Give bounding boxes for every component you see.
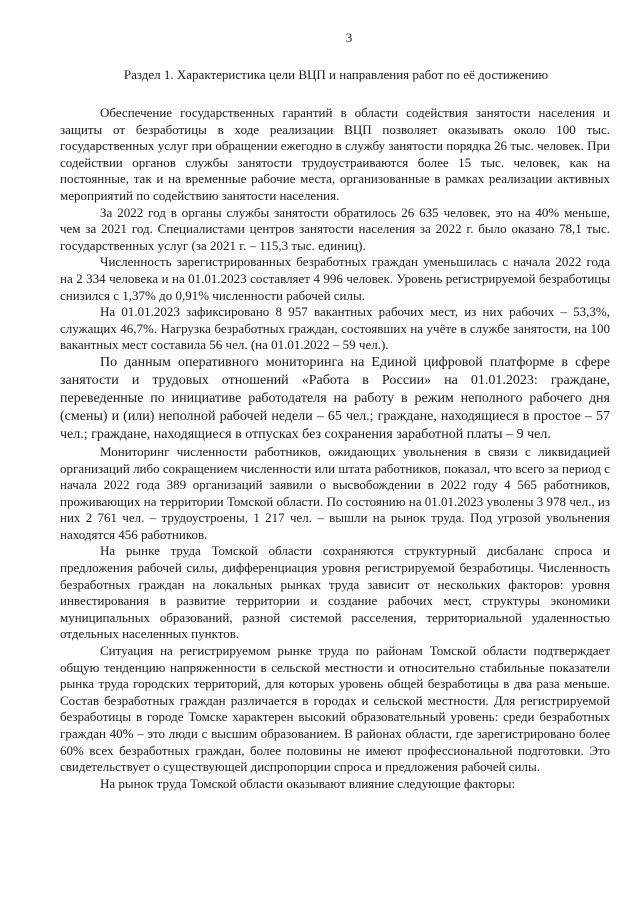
paragraph: По данным оперативного мониторинга на Единой цифровой платформе в сфере занятости и трудовых отношений «Работа в России» на 01.01.2023: граждане, переведенные по инициативе работодателя на работу в режим неполного рабочего дня (смены) и (или) неполной рабочей недели – 65 чел.; граждане, находящиеся в простое – 57 чел.; граждане, находящиеся в отпусках без сохранения заработной платы – 9 чел. <box>60 354 610 442</box>
page-number: 3 <box>345 30 353 45</box>
document-body <box>60 105 610 792</box>
paragraph: На рынок труда Томской области оказывают влияние следующие факторы: <box>100 775 516 791</box>
paragraph: На 01.01.2023 зафиксировано 8 957 вакантных рабочих мест, из них рабочих – 53,3%, служащих 46,7%. Нагрузка безработных граждан, состоявших на учёте в службе занятости, на 100 вакантных мест составила 56 чел. (на 01.01.2022 – 59 чел.). <box>60 304 610 353</box>
paragraph: Численность зарегистрированных безработных граждан уменьшилась с начала 2022 года на 2 334 человека и на 01.01.2023 составляет 4 996 человек. Уровень регистрируемой безработицы снизился с 1,37% до 0,91% численности рабочей силы. <box>60 254 610 303</box>
paragraph: За 2022 год в органы службы занятости обратилось 26 635 человек, это на 40% меньше, чем за 2021 год. Специалистами центров занятости населения за 2022 г. было оказано 78,1 тыс. государственных услуг (за 2021 г. – 115,3 тыс. единиц). <box>60 204 610 253</box>
paragraph: Ситуация на регистрируемом рынке труда по районам Томской области подтверждает общую тенденцию напряженности в сельской местности и относительно стабильные показатели рынка труда городских территорий, для которых уровень общей безработицы в два раза меньше. Состав безработных граждан различается в городах и сельской местности. Для регистрируемой безработицы в городе Томске характерен высокий образовательный уровень: среди безработных граждан 40% – это люди с высшим образованием. В районах области, где зарегистрировано более 60% всех безработных граждан, более половины не имеют профессиональной подготовки. Это свидетельствует о существующей диспропорции спроса и предложения рабочей силы. <box>60 643 610 775</box>
section-heading: Раздел 1. Характеристика цели ВЦП и направления работ по её достижению <box>123 67 549 82</box>
paragraph: На рынке труда Томской области сохраняются структурный дисбаланс спроса и предложения рабочей силы, дифференциация уровня регистрируемой безработицы. Численность безработных граждан на локальных рынках труда зависит от нескольких факторов: уровня инвестирования в развитие территории и создание рабочих мест, структуры экономики муниципальных образований, разной системой расселения, территориальной удаленностью отдельных населенных пунктов. <box>60 543 610 642</box>
paragraph: Обеспечение государственных гарантий в области содействия занятости населения и защиты от безработицы в ходе реализации ВЦП позволяет оказывать около 100 тыс. государственных услуг при обращении ежегодно в службу занятости порядка 26 тыс. человек. При содействии органов службы занятости трудоустраиваются более 15 тыс. человек, как на постоянные, так и на временные рабочие места, организованные в рамках реализации активных мероприятий по содействию занятости населения. <box>60 105 610 203</box>
paragraph: Мониторинг численности работников, ожидающих увольнения в связи с ликвидацией организаций либо сокращением численности или штата работников, показал, что всего за период с начала 2022 года 389 организаций заявили о высвобождении в 2022 году 4 565 работников, проживающих на территории Томской области. По состоянию на 01.01.2023 уволены 3 978 чел., из них 2 761 чел. – трудоустроены, 1 217 чел. – вышли на рынок труда. Под угрозой увольнения находятся 456 работников. <box>60 443 610 542</box>
